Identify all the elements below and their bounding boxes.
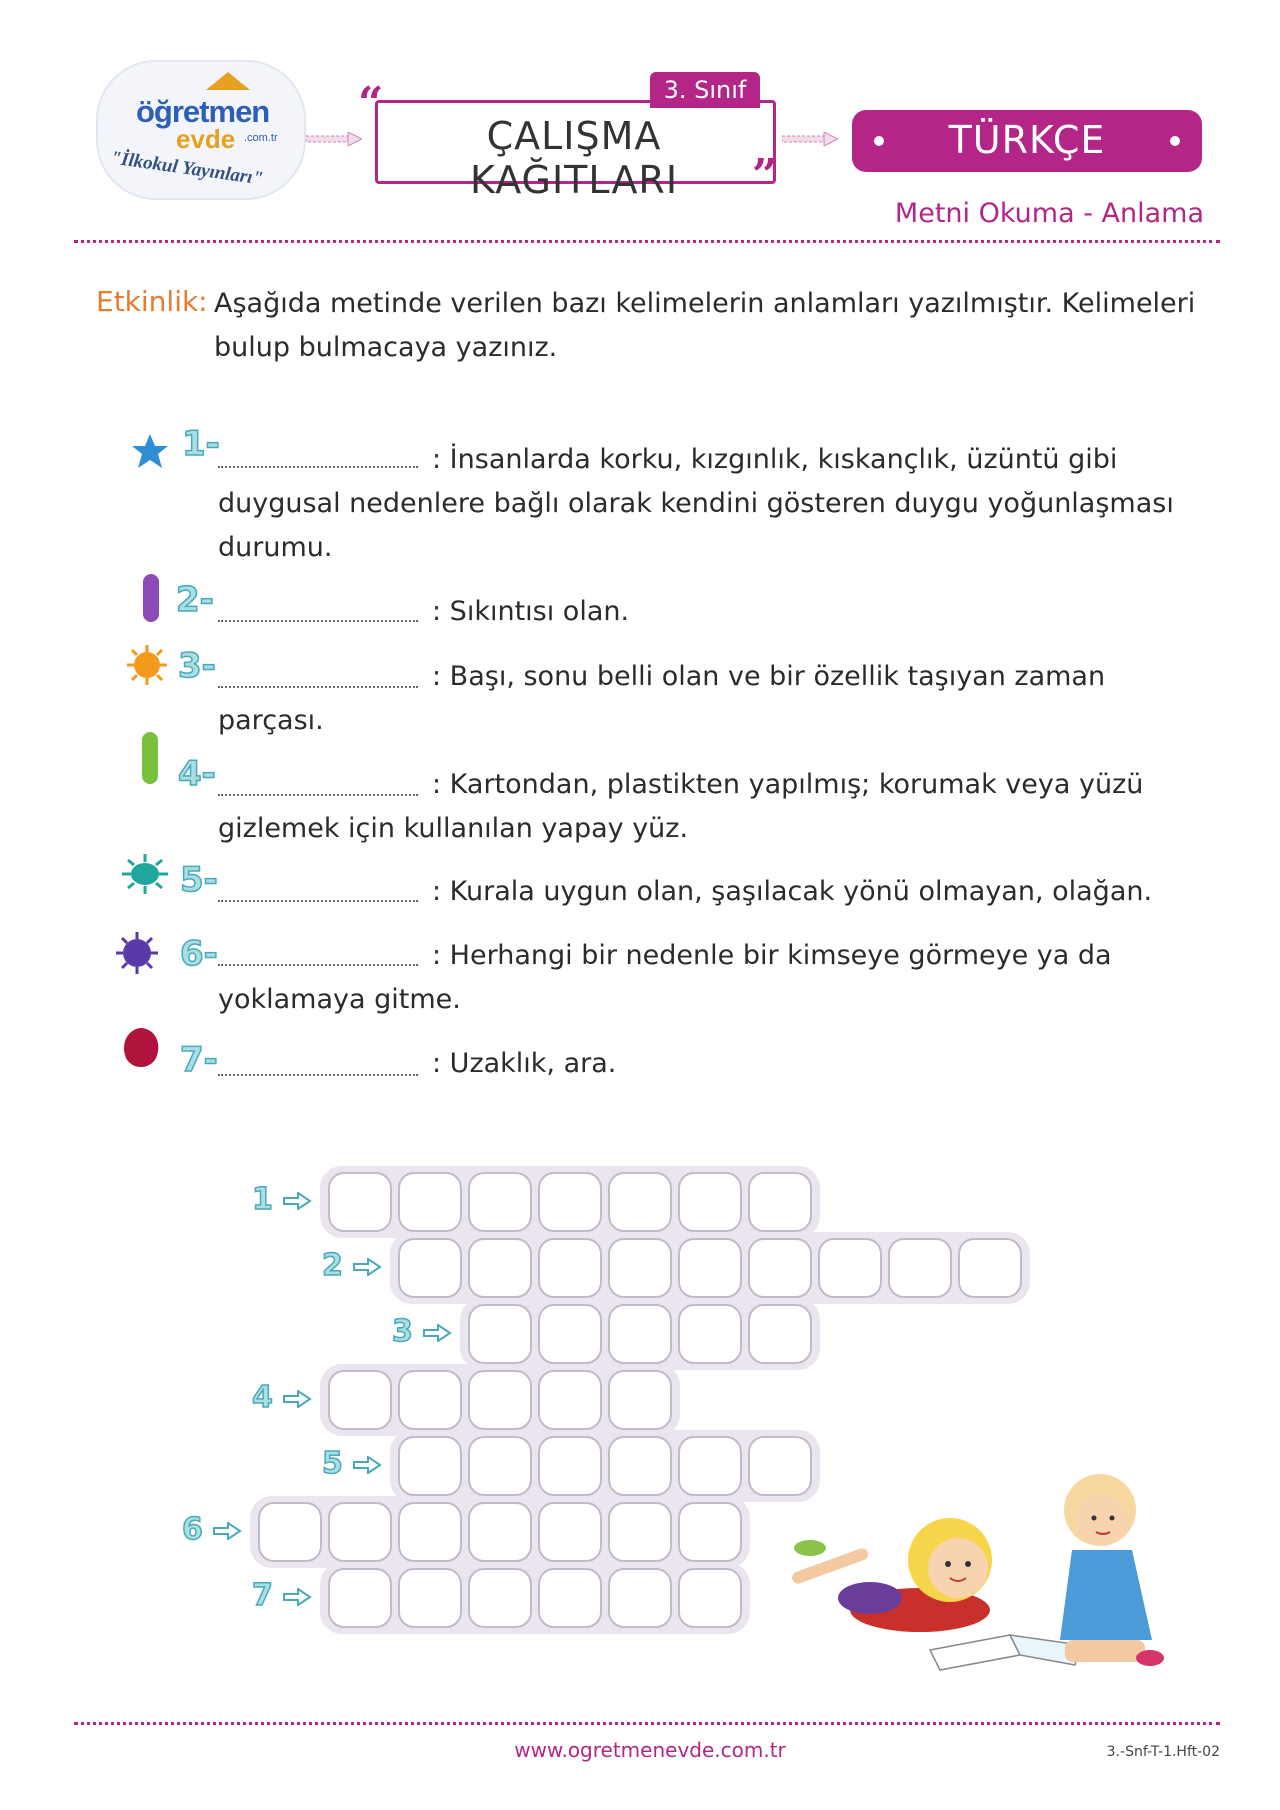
crossword-cell[interactable]	[678, 1502, 742, 1562]
crossword-row-number: 1	[252, 1182, 273, 1217]
children-reading-illustration	[780, 1450, 1200, 1710]
crossword-cell[interactable]	[608, 1304, 672, 1364]
arrow-right-icon	[352, 1258, 382, 1276]
crossword-cell[interactable]	[818, 1238, 882, 1298]
question-text: : Kartondan, plastikten yapılmış; korumak veya yüzü	[432, 769, 1144, 800]
footer-website-link[interactable]: www.ogretmenevde.com.tr	[514, 1738, 786, 1762]
crossword-cell[interactable]	[748, 1172, 812, 1232]
crossword-row-number: 6	[182, 1512, 203, 1547]
question-number: 5-	[180, 860, 218, 900]
crossword-cell[interactable]	[328, 1502, 392, 1562]
crossword-cell[interactable]	[398, 1370, 462, 1430]
arrow-right-icon	[282, 1588, 312, 1606]
question-text: : Uzaklık, ara.	[432, 1048, 617, 1079]
footer-divider	[74, 1722, 1220, 1725]
crossword-cell[interactable]	[888, 1238, 952, 1298]
logo-text-domain: .com.tr	[244, 132, 278, 144]
subject-label: TÜRKÇE	[948, 118, 1106, 162]
crossword-cell[interactable]	[398, 1502, 462, 1562]
crossword-row-number: 7	[252, 1578, 273, 1613]
arrow-right-icon	[282, 1390, 312, 1408]
arrow-right-icon	[212, 1522, 242, 1540]
crossword-cell[interactable]	[328, 1568, 392, 1628]
crossword-cell[interactable]	[608, 1502, 672, 1562]
logo-text-evde: evde	[176, 124, 236, 154]
crossword-row-number: 5	[322, 1446, 343, 1481]
crossword-cell[interactable]	[608, 1568, 672, 1628]
crossword-cell[interactable]	[748, 1238, 812, 1298]
crossword-cell[interactable]	[608, 1436, 672, 1496]
crossword-cell[interactable]	[538, 1304, 602, 1364]
crossword-cell[interactable]	[328, 1370, 392, 1430]
crossword-cell[interactable]	[468, 1238, 532, 1298]
crossword-cell[interactable]	[538, 1172, 602, 1232]
crossword-cell[interactable]	[398, 1172, 462, 1232]
activity-instruction: Aşağıda metinde verilen bazı kelimelerin anlamları yazılmıştır. Kelimeleri bulup bulmacaya yazınız.	[214, 288, 1196, 363]
crossword-cell[interactable]	[538, 1502, 602, 1562]
question-text: gizlemek için kullanılan yapay yüz.	[218, 813, 689, 844]
question-number: 6-	[180, 934, 218, 974]
crossword-row-number: 3	[392, 1314, 413, 1349]
question-number: 4-	[178, 754, 216, 794]
crossword-cell[interactable]	[468, 1568, 532, 1628]
topic-label: Metni Okuma - Anlama	[894, 198, 1204, 229]
question-text: yoklamaya gitme.	[218, 984, 461, 1015]
crossword-cell[interactable]	[748, 1304, 812, 1364]
question-number: 3-	[178, 646, 216, 686]
crossword-cell[interactable]	[468, 1304, 532, 1364]
arrow-right-icon	[282, 1192, 312, 1210]
crossword-cell[interactable]	[468, 1502, 532, 1562]
crossword-cell[interactable]	[958, 1238, 1022, 1298]
logo-text-main: öğretmen	[136, 94, 270, 129]
crossword-cell[interactable]	[398, 1436, 462, 1496]
crossword-cell[interactable]	[398, 1568, 462, 1628]
grade-badge: 3. Sınıf	[650, 72, 760, 108]
arrow-right-icon	[422, 1324, 452, 1342]
crossword-cell[interactable]	[468, 1172, 532, 1232]
crossword-cell[interactable]	[678, 1568, 742, 1628]
activity-label: Etkinlik:	[96, 285, 208, 318]
crossword-row-number: 4	[252, 1380, 273, 1415]
question-text: : Herhangi bir nedenle bir kimseye görmeye ya da	[432, 940, 1112, 971]
crossword-cell[interactable]	[678, 1172, 742, 1232]
question-number: 2-	[176, 580, 214, 620]
crossword-cell[interactable]	[678, 1238, 742, 1298]
open-quote-icon: “	[358, 78, 384, 129]
crossword-row-number: 2	[322, 1248, 343, 1283]
question-number: 7-	[180, 1040, 218, 1080]
crossword-cell[interactable]	[398, 1238, 462, 1298]
question-text: durumu.	[218, 532, 333, 563]
crossword-cell[interactable]	[468, 1436, 532, 1496]
question-text: : İnsanlarda korku, kızgınlık, kıskançlık, üzüntü gibi	[432, 444, 1118, 475]
crossword-cell[interactable]	[678, 1436, 742, 1496]
question-text: duygusal nedenlere bağlı olarak kendini gösteren duygu yoğunlaşması	[218, 488, 1174, 519]
crossword-cell[interactable]	[538, 1370, 602, 1430]
footer-document-code: 3.-Snf-T-1.Hft-02	[1106, 1744, 1220, 1760]
question-text: : Başı, sonu belli olan ve bir özellik taşıyan zaman	[432, 661, 1106, 692]
crossword-cell[interactable]	[258, 1502, 322, 1562]
close-quote-icon: ”	[752, 150, 778, 201]
crossword-cell[interactable]	[538, 1436, 602, 1496]
crossword-cell[interactable]	[328, 1172, 392, 1232]
question-number: 1-	[182, 424, 220, 464]
crossword-cell[interactable]	[608, 1238, 672, 1298]
logo-slogan: "İlkokul Yayınları"	[109, 147, 265, 190]
question-text: : Sıkıntısı olan.	[432, 596, 630, 627]
crossword-cell[interactable]	[538, 1238, 602, 1298]
question-text: : Kurala uygun olan, şaşılacak yönü olmayan, olağan.	[432, 876, 1153, 907]
arrow-right-icon	[352, 1456, 382, 1474]
crossword-cell[interactable]	[608, 1172, 672, 1232]
crossword-cell[interactable]	[468, 1370, 532, 1430]
crossword-cell[interactable]	[608, 1370, 672, 1430]
crossword-cell[interactable]	[538, 1568, 602, 1628]
question-text: parçası.	[218, 705, 324, 736]
page-title: ÇALIŞMA KAĞITLARI	[469, 114, 679, 202]
crossword-cell[interactable]	[678, 1304, 742, 1364]
